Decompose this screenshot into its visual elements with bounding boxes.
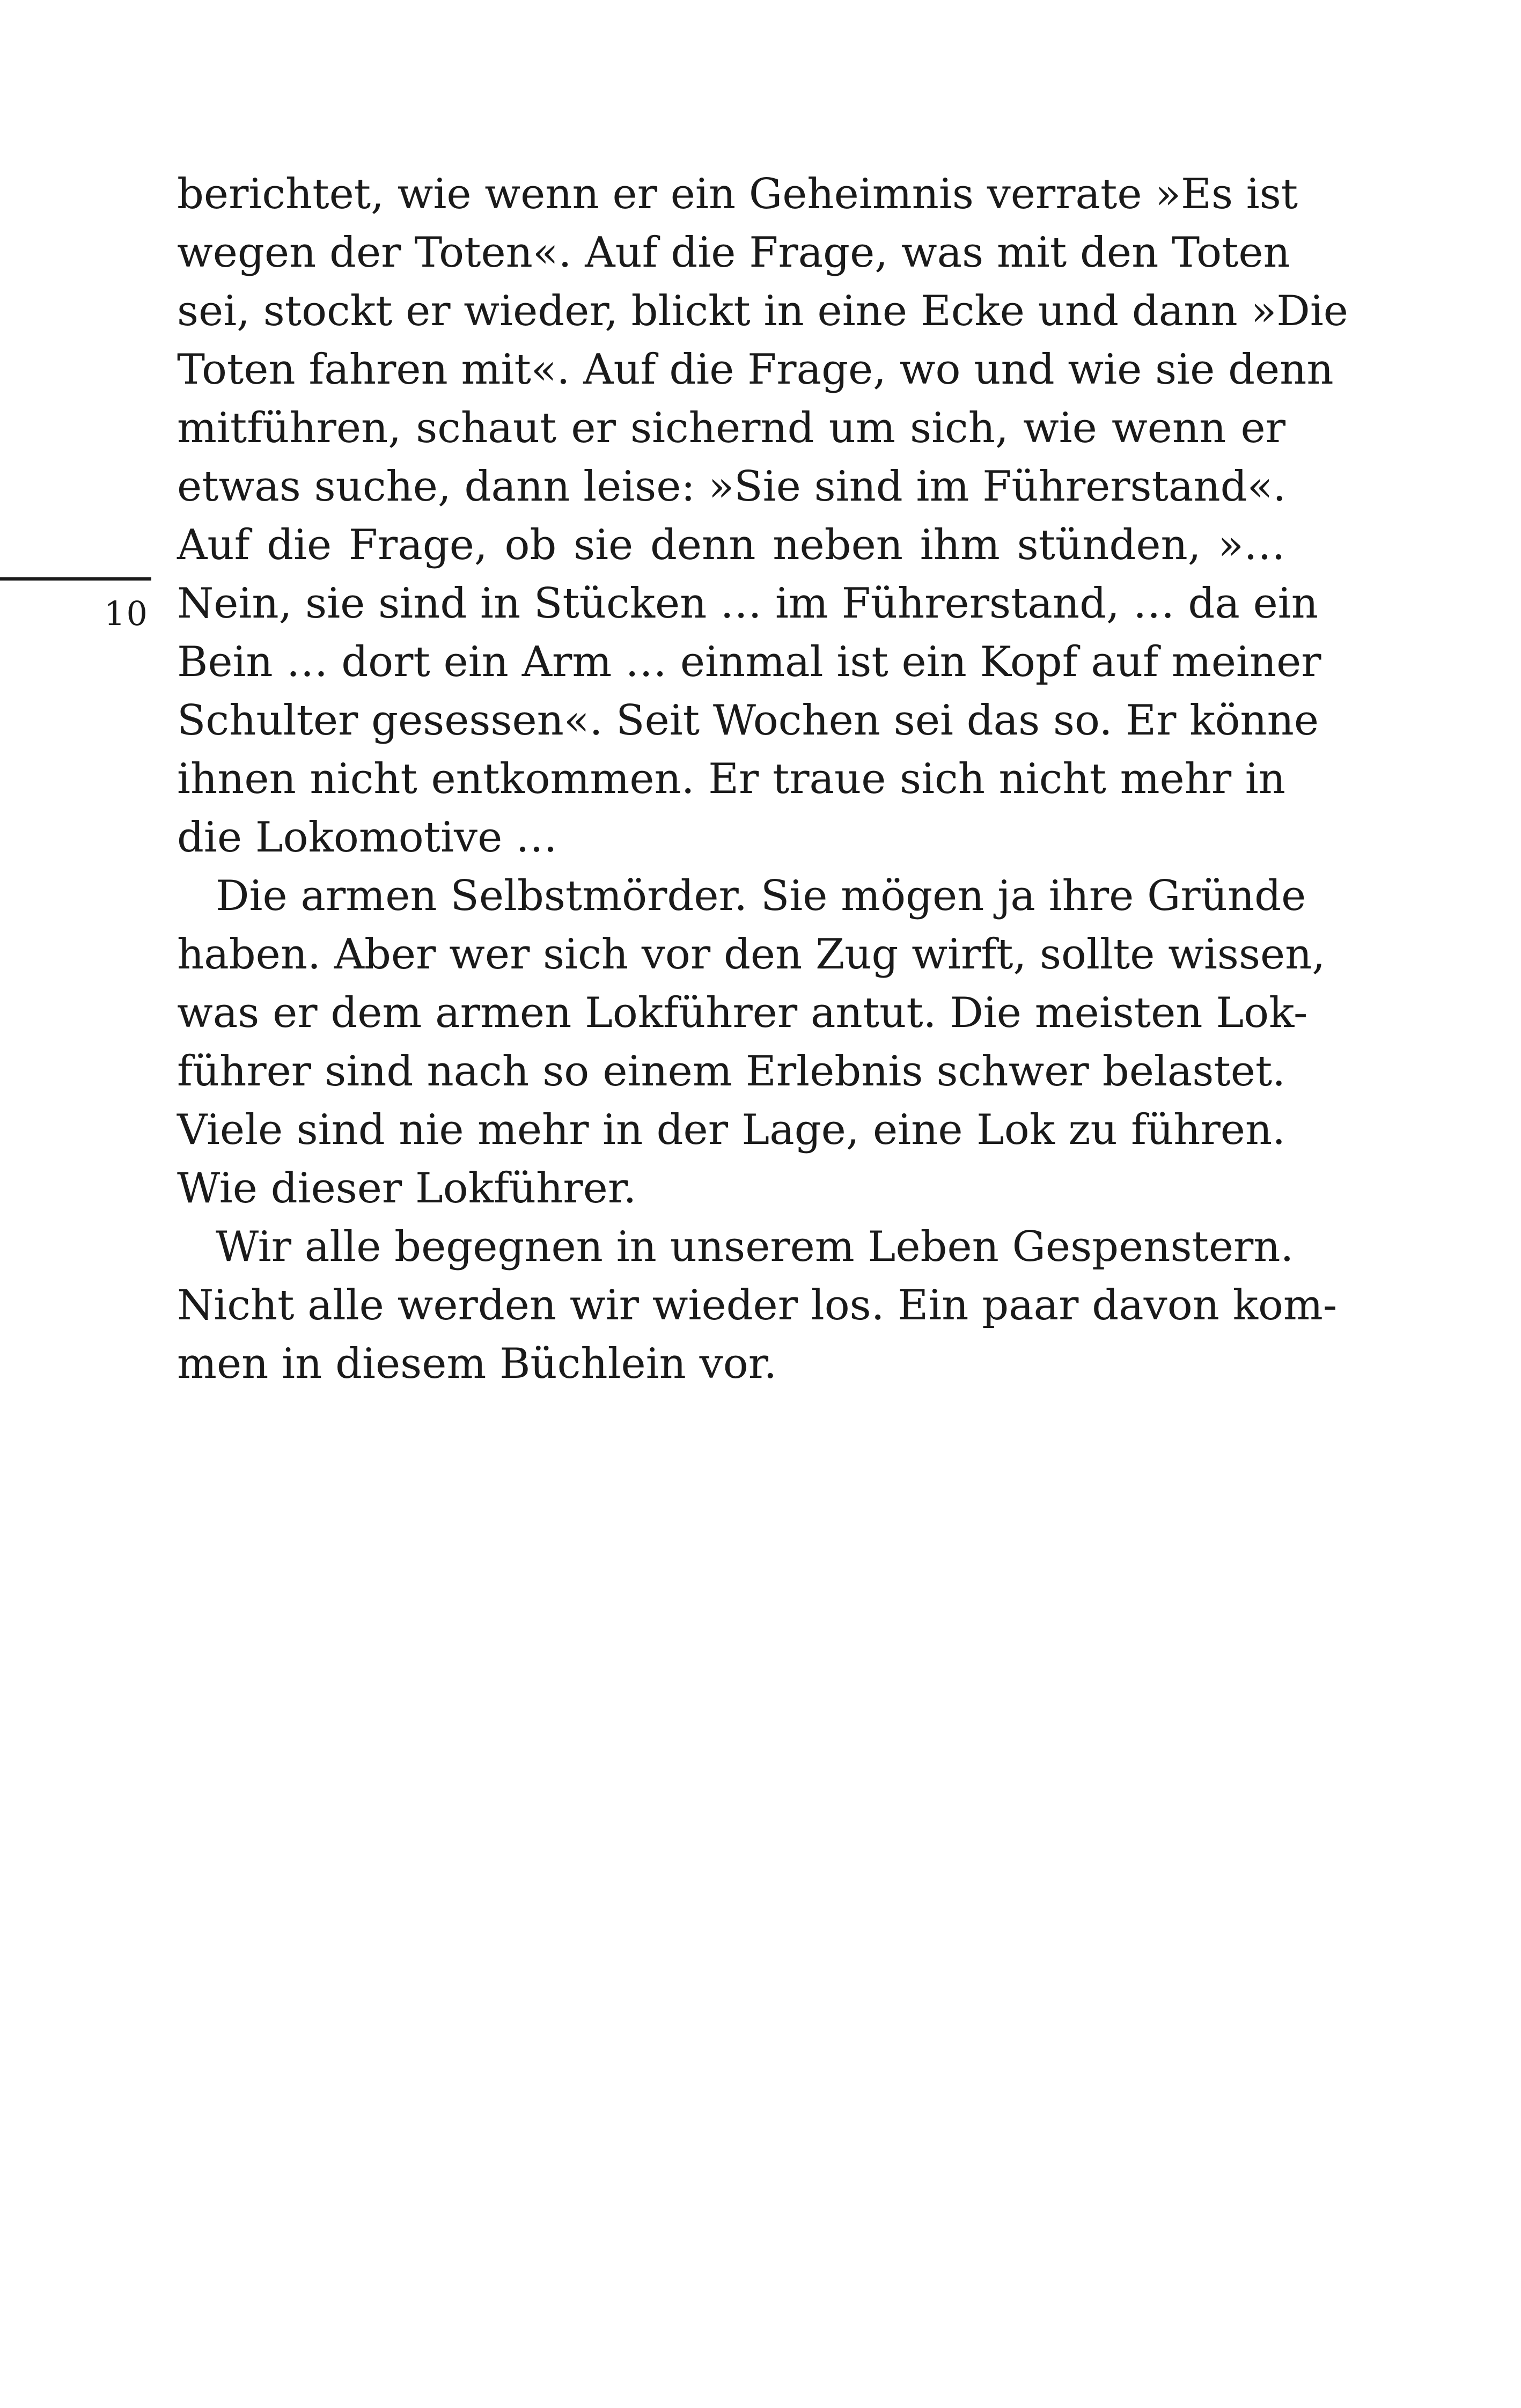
text-line: sei, stockt er wieder, blickt in eine Ecke und dann »Die <box>177 287 1348 335</box>
text-line: wegen der Toten«. Auf die Frage, was mit den Toten <box>177 229 1290 277</box>
text-line: führer sind nach so einem Erlebnis schwer belastet. <box>177 1047 1285 1096</box>
paragraph-start-line: Wir alle begegnen in unserem Leben Gespenstern. <box>216 1223 1294 1271</box>
text-line: was er dem armen Lokführer antut. Die meisten Lok- <box>177 989 1308 1037</box>
text-line: Nicht alle werden wir wieder los. Ein paar davon kom- <box>177 1281 1338 1330</box>
page-number: 10 <box>104 594 149 633</box>
text-line: Nein, sie sind in Stücken … im Führerstand, … da ein <box>177 579 1318 628</box>
text-line: Auf die Frage, ob sie denn neben ihm stünden, »… <box>177 521 1285 569</box>
paragraph-start-line: Die armen Selbstmörder. Sie mögen ja ihre Gründe <box>216 872 1306 920</box>
text-line: mitführen, schaut er sichernd um sich, wie wenn er <box>177 404 1285 452</box>
text-line: ihnen nicht entkommen. Er traue sich nicht mehr in <box>177 755 1285 803</box>
paragraph-end-line: men in diesem Büchlein vor. <box>177 1340 777 1388</box>
text-line: etwas suche, dann leise: »Sie sind im Führerstand«. <box>177 462 1287 511</box>
paragraph-end-line: die Lokomotive … <box>177 813 558 862</box>
margin-rule <box>0 577 151 581</box>
text-line: Viele sind nie mehr in der Lage, eine Lok zu führen. <box>177 1106 1285 1154</box>
text-line: Toten fahren mit«. Auf die Frage, wo und wie sie denn <box>177 346 1334 394</box>
paragraph-end-line: Wie dieser Lokführer. <box>177 1164 637 1213</box>
text-line: Bein … dort ein Arm … einmal ist ein Kopf auf meiner <box>177 638 1321 686</box>
text-line: Schulter gesessen«. Seit Wochen sei das so. Er könne <box>177 696 1319 745</box>
text-line: berichtet, wie wenn er ein Geheimnis verrate »Es ist <box>177 170 1298 218</box>
text-line: haben. Aber wer sich vor den Zug wirft, sollte wissen, <box>177 930 1326 979</box>
